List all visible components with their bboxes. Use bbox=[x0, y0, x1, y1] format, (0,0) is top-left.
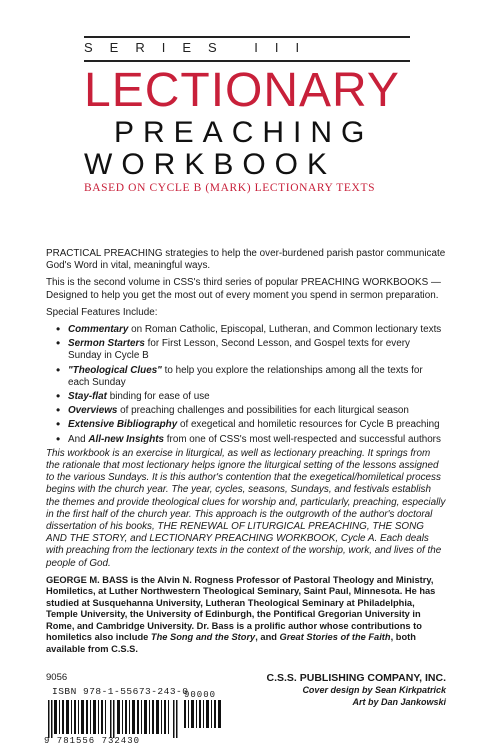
feature-item: • Stay-flat binding for ease of use bbox=[46, 391, 446, 403]
barcode-image bbox=[46, 700, 180, 738]
title-lectionary: LECTIONARY bbox=[84, 64, 400, 117]
feature-item: • Commentary on Roman Catholic, Episcopal, Lutheran, and Common lectionary texts bbox=[46, 324, 446, 336]
publisher-name: C.S.S. PUBLISHING COMPANY, INC. bbox=[266, 672, 446, 684]
intro-paragraph-1: PRACTICAL PREACHING strategies to help the over-burdened parish pastor communicate God's Word in vital, meaningful ways. bbox=[46, 248, 446, 272]
intro-paragraph-2: This is the second volume in CSS's third series of popular PREACHING WORKBOOKS — Designed to help you get the most out of every moment you spend in sermon preparation. bbox=[46, 277, 441, 301]
cover-design-credit: Cover design by Sean Kirkpatrick bbox=[302, 685, 446, 695]
title-workbook: WORKBOOK bbox=[84, 148, 337, 181]
features-title: Special Features Include: bbox=[46, 306, 158, 318]
barcode-number: 9 781556 732430 bbox=[44, 736, 141, 746]
price-code: 90000 bbox=[184, 690, 217, 700]
product-code: 9056 bbox=[46, 672, 68, 683]
subtitle: BASED ON CYCLE B (MARK) LECTIONARY TEXTS bbox=[84, 182, 376, 194]
art-credit: Art by Dan Jankowski bbox=[352, 697, 446, 707]
author-bio: GEORGE M. BASS is the Alvin N. Rogness Professor of Pastoral Theology and Ministry, Homiletics, at Luther Northwestern Theological Seminary, Saint Paul, Minnesota. He has studied at Susquehanna University, Lutheran Theological Seminary at Philadelphia, Temple University, the University of Edinburgh, the Pontifical Gregorian University in Rome, and Cambridge University. Dr. Bass is a prolific author whose contributions to homiletics also include The Song and the Story, and Great Stories of the Faith, both available from C.S.S. bbox=[46, 574, 436, 654]
feature-item: • And All-new Insights from one of CSS's most well-respected and successful authors bbox=[46, 434, 446, 446]
top-rule bbox=[84, 36, 410, 38]
feature-item: • Extensive Bibliography of exegetical and homiletic resources for Cycle B preaching bbox=[46, 419, 446, 431]
feature-item: • "Theological Clues" to help you explore the relationships among all the texts for each Sunday bbox=[46, 365, 446, 389]
feature-item: • Overviews of preaching challenges and possibilities for each liturgical season bbox=[46, 405, 446, 417]
excerpt-paragraph: This workbook is an exercise in liturgical, as well as lectionary preaching. It springs from the rationale that most lectionary helps ignore the liturgical setting of the lessons assigned to the various Sundays. It is this author's contention that the exegetical/homiletical process begins with the church year. The year, cycles, seasons, Sundays, and festivals establish the themes and provide theological clues for worship and, particularly, preaching, especially in the first half of the church year. This approach is the outgrowth of the author's doctoral dissertation of his books, THE RENEWAL OF LITURGICAL PREACHING, THE SONG AND THE STORY, and LECTIONARY PREACHING WORKBOOK, Cycle A. Each deals with preaching from the lectionary texts in the context of the worship, work, and lives of the people of God. bbox=[46, 447, 446, 569]
addon-barcode-image bbox=[183, 700, 223, 728]
isbn-text: ISBN 978-1-55673-243-0 bbox=[52, 686, 189, 697]
title-preaching: PREACHING bbox=[114, 116, 374, 149]
features-list bbox=[46, 324, 446, 446]
back-cover-body bbox=[46, 248, 446, 660]
feature-item: • Sermon Starters for First Lesson, Second Lesson, and Gospel texts for every Sunday in Cycle B bbox=[46, 338, 446, 362]
series-rule bbox=[84, 60, 410, 62]
series-label: SERIES III bbox=[84, 40, 317, 55]
